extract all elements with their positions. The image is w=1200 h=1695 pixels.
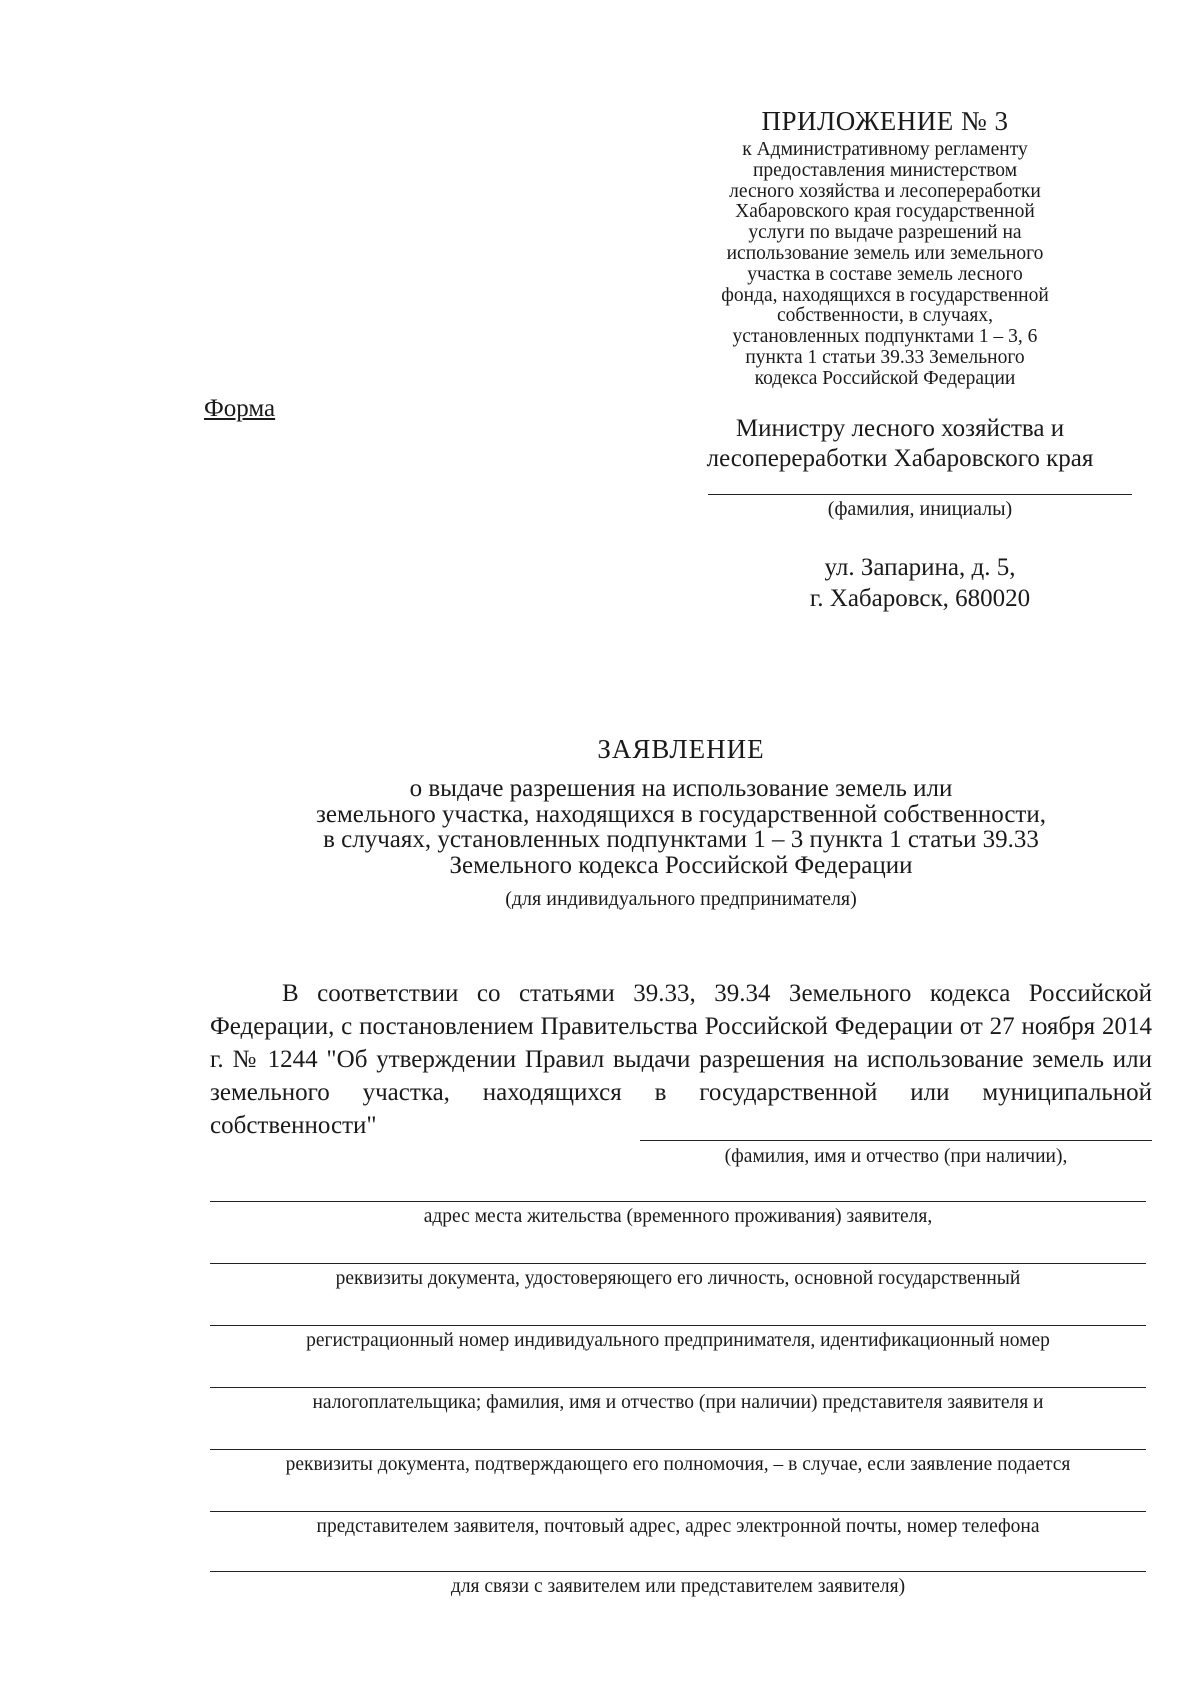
annex-line: услуги по выдаче разрешений на bbox=[748, 222, 1022, 244]
fill-in-line bbox=[640, 1140, 1152, 1141]
annex-line: предоставления министерством bbox=[752, 159, 1018, 181]
addressee-name-blank bbox=[708, 494, 1132, 495]
annex-line: фонда, находящихся в государственной bbox=[721, 284, 1049, 306]
annex-line: пункта 1 статьи 39.33 Земельного bbox=[745, 346, 1025, 368]
annex-title: ПРИЛОЖЕНИЕ № 3 bbox=[761, 106, 1009, 136]
statement-title: ЗАЯВЛЕНИЕ bbox=[597, 734, 765, 764]
subtitle-line: земельного участка, находящихся в государственной собственности, bbox=[316, 800, 1046, 828]
field-caption: налогоплательщика; фамилия, имя и отчество (при наличии) представителя заявителя и bbox=[312, 1392, 1044, 1413]
field-caption: регистрационный номер индивидуального предпринимателя, идентификационный номер bbox=[306, 1330, 1050, 1351]
field-caption: (фамилия, имя и отчество (при наличии), bbox=[724, 1146, 1068, 1167]
annex-reference bbox=[690, 140, 1080, 390]
fill-in-line bbox=[210, 1449, 1146, 1450]
annex-line: собственности, в случаях, bbox=[777, 305, 993, 327]
fill-in-line bbox=[210, 1201, 1146, 1202]
statement-subtitle bbox=[200, 776, 1162, 878]
address-line: ул. Запарина, д. 5, bbox=[824, 554, 1016, 581]
subtitle-line: Земельного кодекса Российской Федерации bbox=[449, 851, 913, 879]
annex-line: к Административному регламенту bbox=[742, 139, 1028, 160]
field-caption: адрес места жительства (временного проживания) заявителя, bbox=[423, 1206, 933, 1227]
addressee-address bbox=[760, 552, 1080, 614]
addressee-line: лесопереработки Хабаровского края bbox=[706, 445, 1094, 472]
addressee-block bbox=[650, 414, 1150, 474]
annex-line: участка в составе земель лесного bbox=[747, 263, 1023, 285]
statement-subnote: (для индивидуального предпринимателя) bbox=[505, 888, 857, 910]
subtitle-line: о выдаче разрешения на использование земель или bbox=[409, 775, 953, 802]
address-line: г. Хабаровск, 680020 bbox=[809, 585, 1031, 612]
annex-line: Хабаровского края государственной bbox=[735, 201, 1035, 223]
fill-in-line bbox=[210, 1263, 1146, 1264]
field-caption: представителем заявителя, почтовый адрес, адрес электронной почты, номер телефона bbox=[316, 1516, 1040, 1537]
field-caption: для связи с заявителем или представителем заявителя) bbox=[450, 1576, 906, 1597]
annex-line: использование земель или земельного bbox=[726, 242, 1044, 264]
form-label: Форма bbox=[204, 395, 276, 422]
fill-in-line bbox=[210, 1571, 1146, 1572]
annex-line: кодекса Российской Федерации bbox=[754, 367, 1016, 389]
field-caption: реквизиты документа, удостоверяющего его личность, основной государственный bbox=[335, 1268, 1021, 1289]
annex-line: лесного хозяйства и лесопереработки bbox=[729, 180, 1041, 202]
fill-in-line bbox=[210, 1387, 1146, 1388]
fill-in-line bbox=[210, 1325, 1146, 1326]
subtitle-line: в случаях, установленных подпунктами 1 – 3 пункта 1 статьи 39.33 bbox=[323, 826, 1039, 853]
body-paragraph: В соответствии со статьями 39.33, 39.34 Земельного кодекса Российской Федерации, с постановлением Правительства Российской Федерации от 27 ноября 2014 г. № 1244 "Об утверждении Правил выдачи разрешения на использование земель или земельного участка, находящихся в государственной или муниципальной собственности" bbox=[210, 980, 1152, 1139]
annex-line: установленных подпунктами 1 – 3, 6 bbox=[732, 326, 1038, 348]
fill-in-line bbox=[210, 1511, 1146, 1512]
field-caption: реквизиты документа, подтверждающего его полномочия, – в случае, если заявление подается bbox=[285, 1454, 1071, 1475]
addressee-name-caption: (фамилия, инициалы) bbox=[827, 498, 1013, 520]
addressee-line: Министру лесного хозяйства и bbox=[735, 415, 1065, 442]
